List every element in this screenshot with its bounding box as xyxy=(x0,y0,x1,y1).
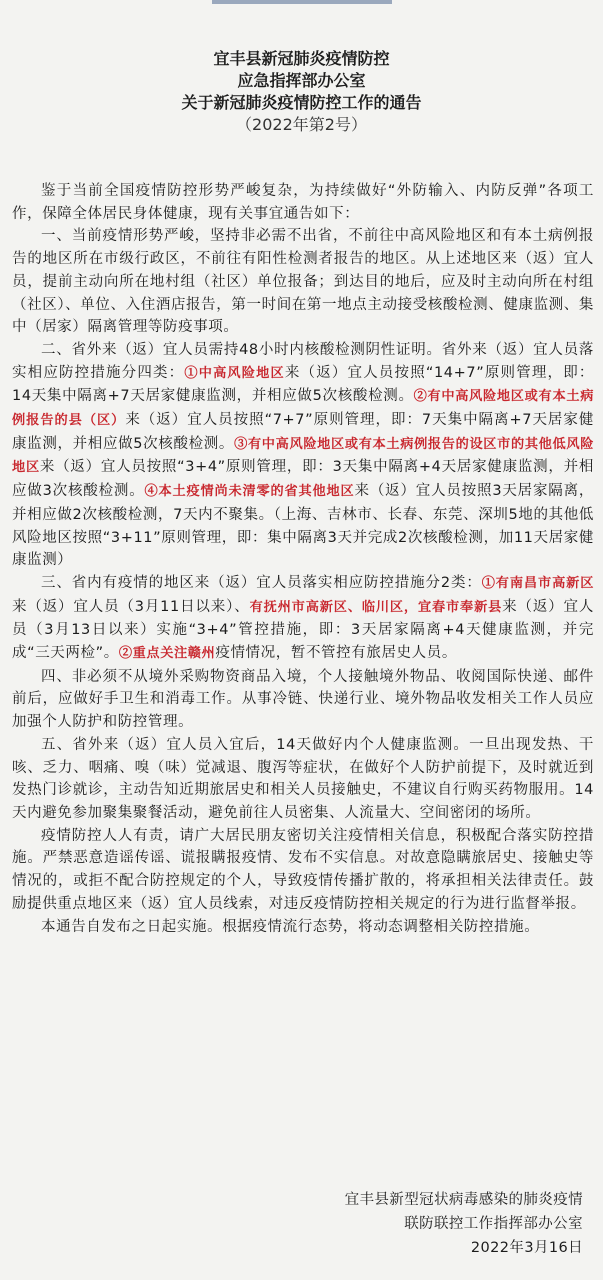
paragraph-6: 疫情防控人人有责，请广大居民朋友密切关注疫情相关信息，积极配合落实防控措施。严禁恶意造谣传谣、谎报瞒报疫情、发布不实信息。对故意隐瞒旅居史、接触史等情况的，或拒不配合防控规定的个人，导致疫情传播扩散的，将承担相关法律责任。鼓励提供重点地区来（返）宜人员线索，对违反疫情防控相关规定的行为进行监督举报。 xyxy=(12,827,594,912)
p3-text-b: 来（返）宜人员（3月11日以来）、 xyxy=(12,598,250,615)
p2-text-e: 来（返）宜人员按照3天居家隔离，并相应做2次核酸检测，7天内不聚集。（上海、吉林市、长春、东莞、深圳5地的其他低风险地区按照“3+11”原则管理，即：集中隔离3天并完成2次核酸检测，加11天居家健康监测） xyxy=(12,483,595,569)
notice-number: （2022年第2号） xyxy=(236,115,367,134)
p2-text-b: 来（返）宜人员按照“14+7”原则管理，即：14天集中隔离+7天居家健康监测，并相应做5次核酸检测。 xyxy=(12,364,594,405)
signature-line-1: 宜丰县新型冠状病毒感染的肺炎疫情 xyxy=(344,1192,583,1208)
signature-date: 2022年3月16日 xyxy=(470,1240,583,1256)
paragraph-1: 一、当前疫情形势严峻，坚持非必需不出省，不前往中高风险地区和有本土病例报告的地区所在市级行政区，不前往有阳性检测者报告的地区。从上述地区来（返）宜人员，提前主动向所在地村组（社区）单位报备；到达目的地后，应及时主动向所在村组（社区）、单位、入住酒店报告，第一时间在第一地点主动接受核酸检测、健康监测、集中（居家）隔离管理等防疫事项。 xyxy=(12,228,594,336)
p2-text-c: 来（返）宜人员按照“7+7”原则管理，即：7天集中隔离+7天居家健康监测，并相应做5次核酸检测。 xyxy=(12,412,594,452)
p3-highlight-2: 有抚州市高新区、临川区，宜春市奉新县 xyxy=(249,599,503,615)
paragraph-2 xyxy=(12,339,594,572)
p3-text-d: 疫情情况，暂不管控有旅居史人员。 xyxy=(215,645,457,662)
intro-paragraph: 鉴于当前全国疫情防控形势严峻复杂，为持续做好“外防输入、内防反弹”各项工作，保障全体居民身体健康，现有关事宜通告如下： xyxy=(12,183,594,222)
notice-body xyxy=(12,180,594,938)
p2-highlight-2: ②有中高风险地区或有本土病例报告的县（区） xyxy=(12,389,594,429)
p2-highlight-1: ①中高风险地区 xyxy=(184,365,285,381)
paragraph-3 xyxy=(12,572,594,666)
p2-highlight-3: ③有中高风险地区或有本土病例报告的设区市的其他低风险地区 xyxy=(12,436,594,476)
p3-text-c: 来（返）宜人员（3月13日以来）实施“3+4”管控措施，即：3天居家隔离+4天健康监测，并完成“三天两检”。 xyxy=(12,598,594,662)
notice-title: 关于新冠肺炎疫情防控工作的通告 xyxy=(181,93,422,112)
signature-line-2: 联防联控工作指挥部办公室 xyxy=(404,1216,583,1232)
issuer-line-2: 应急指挥部办公室 xyxy=(237,71,366,90)
p2-text-a: 二、省外来（返）宜人员需持48小时内核酸检测阴性证明。省外来（返）宜人员落实相应防控措施分四类： xyxy=(12,341,594,381)
p3-highlight-1: ①有南昌市高新区 xyxy=(481,575,594,591)
issuer-line-1: 宜丰县新冠肺炎疫情防控 xyxy=(213,49,390,68)
p3-highlight-3: ②重点关注赣州 xyxy=(118,646,216,662)
paragraph-5: 五、省外来（返）宜人员入宜后，14天做好内个人健康监测。一旦出现发热、干咳、乏力、咽痛、嗅（味）觉减退、腹泻等症状，在做好个人防护前提下，及时就近到发热门诊就诊，主动告知近期旅居史和相关人员接触史，不建议自行购买药物服用。14天内避免参加聚集聚餐活动，避免前往人员密集、人流量大、空间密闭的场所。 xyxy=(12,736,594,821)
p2-text-d: 来（返）宜人员按照“3+4”原则管理，即：3天集中隔离+4天居家健康监测，并相应做3次核酸检测。 xyxy=(12,459,595,500)
paragraph-4: 四、非必须不从境外采购物资商品入境，个人接触境外物品、收阅国际快递、邮件前后，应做好手卫生和消毒工作。从事冷链、快递行业、境外物品收发相关工作人员应加强个人防护和防控管理。 xyxy=(12,668,594,731)
top-indicator-bar xyxy=(212,0,392,4)
p3-text-a: 三、省内有疫情的地区来（返）宜人员落实相应防控措施分2类： xyxy=(41,574,482,591)
paragraph-7: 本通告自发布之日起实施。根据疫情流行态势，将动态调整相关防控措施。 xyxy=(41,918,540,935)
signature-block xyxy=(345,1188,583,1260)
p2-highlight-4: ④本土疫情尚未清零的省其他地区 xyxy=(144,484,355,500)
notice-header xyxy=(0,48,603,136)
